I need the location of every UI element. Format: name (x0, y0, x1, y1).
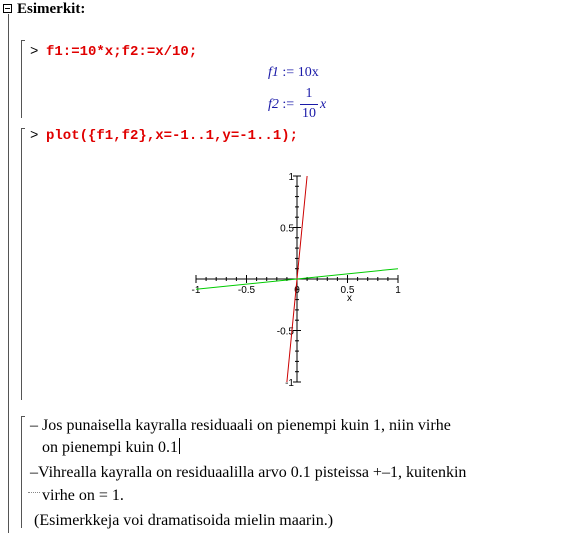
text-line-2[interactable]: on pienempi kuin 0.1 (42, 439, 178, 456)
x-tick-label: -1 (191, 285, 201, 296)
f2-var: x (320, 97, 327, 112)
plot-area[interactable] (185, 169, 411, 389)
y-tick-label: 1 (288, 172, 294, 183)
section-title: Esimerkit: (17, 1, 86, 17)
f1-name: f1 (268, 65, 279, 80)
f1-assign: := (282, 65, 295, 80)
group-bracket-3-top (21, 416, 25, 417)
text-line-5[interactable]: (Esimerkkeja voi dramatisoida mielin maarin.) (34, 512, 334, 529)
text-line-1[interactable]: – Jos punaisella kayralla residuaali on pienempi kuin 1, niin virhe (30, 417, 451, 434)
group-bracket-2-top (21, 128, 25, 129)
input-command-1[interactable]: f1:=10*x;f2:=x/10; (46, 44, 198, 60)
group-bracket-1[interactable] (21, 40, 22, 118)
f1-value: 10x (297, 65, 319, 80)
x-tick-label: -0.5 (237, 285, 256, 296)
group-bracket-2[interactable] (21, 128, 22, 400)
group-bracket-3[interactable] (21, 416, 22, 528)
collapse-section-icon[interactable] (3, 4, 12, 13)
x-tick-label: 0.5 (340, 285, 355, 296)
text-line-4[interactable]: virhe on = 1. (42, 487, 124, 504)
y-tick-label: -1 (285, 378, 294, 389)
text-indent-dots (28, 492, 40, 494)
text-caret (179, 438, 180, 454)
x-axis-label: x (347, 293, 352, 304)
x-tick-label: 0 (294, 285, 300, 296)
f2-fraction-bar (300, 104, 318, 105)
y-tick-label: -0.5 (276, 326, 294, 338)
input-prompt-1: > (30, 44, 39, 60)
output-f2-lhs (268, 96, 294, 114)
section-bracket[interactable] (8, 14, 9, 533)
y-tick-label: 0.5 (280, 223, 294, 235)
f2-numerator: 1 (305, 86, 313, 101)
input-command-2[interactable]: plot({f1,f2},x=-1..1,y=-1..1); (46, 128, 299, 144)
input-prompt-2: > (30, 128, 39, 144)
output-f1 (268, 64, 319, 82)
f2-assign: := (282, 97, 295, 112)
text-line-3[interactable]: –Vihrealla kayralla on residuaalilla arvo 0.1 pisteissa +–1, kuitenkin (30, 464, 467, 481)
group-bracket-1-top (21, 40, 25, 41)
x-tick-label: 1 (395, 285, 401, 296)
f2-denominator: 10 (302, 106, 316, 121)
f2-name: f2 (268, 97, 279, 112)
